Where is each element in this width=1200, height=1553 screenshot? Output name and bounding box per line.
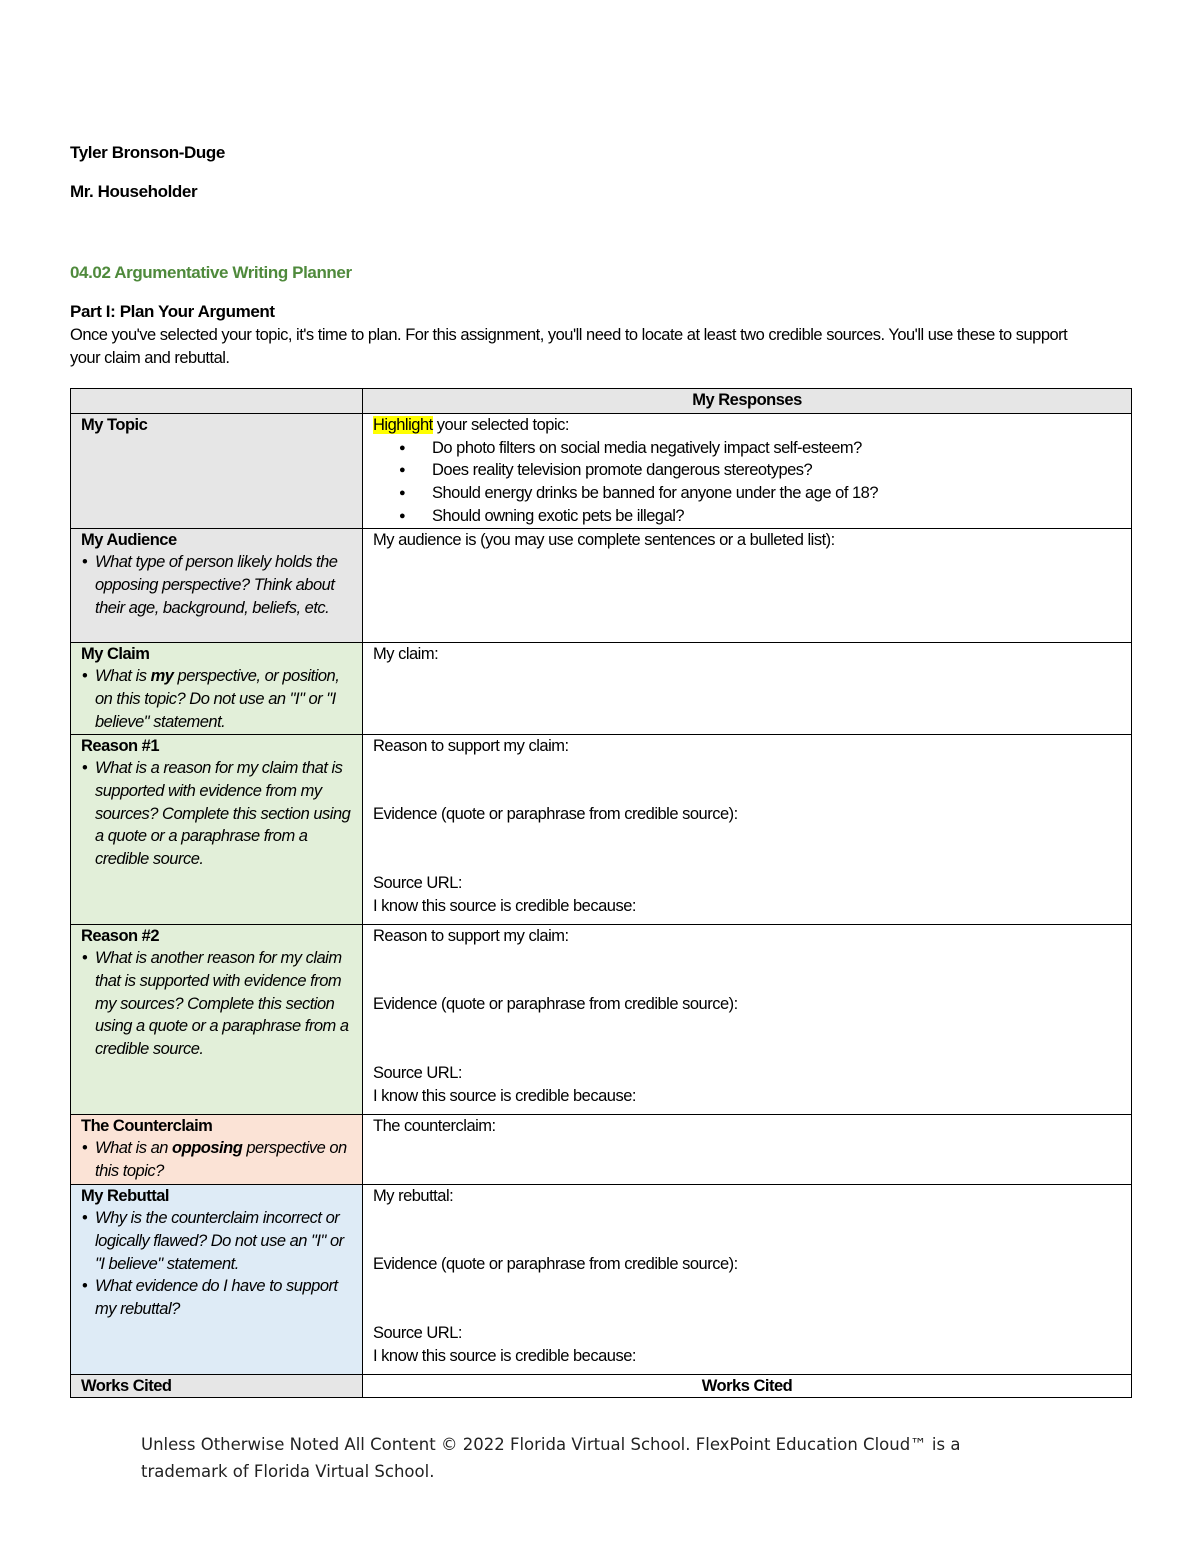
claim-response-cell[interactable]: [363, 642, 1132, 734]
rebuttal-prompt: • Why is the counterclaim incorrect or logically flawed? Do not use an "I" or "I believe" statement.: [95, 1207, 352, 1275]
reason2-label: Reason #2: [81, 926, 160, 945]
teacher-name: Mr. Householder: [70, 182, 198, 201]
responses-header: My Responses: [363, 389, 1132, 414]
claim-prompt-bold: my: [150, 667, 174, 686]
topic-instruction-rest: your selected topic:: [432, 416, 569, 434]
rebuttal-response-label: My rebuttal:: [373, 1186, 454, 1205]
reason1-source-url-label: Source URL:: [373, 873, 462, 892]
part-heading: Part I: Plan Your Argument: [70, 302, 275, 321]
reason2-prompts: [81, 947, 352, 1061]
audience-label: My Audience: [81, 530, 177, 549]
reason2-response-cell[interactable]: [363, 924, 1132, 1114]
rebuttal-evidence-label: Evidence (quote or paraphrase from credible source):: [373, 1255, 738, 1274]
rebuttal-prompt: • What evidence do I have to support my rebuttal?: [95, 1275, 352, 1320]
topic-label-cell: [71, 414, 363, 529]
topic-option[interactable]: ● Do photo filters on social media negatively impact self-esteem?: [432, 437, 1121, 460]
rebuttal-credible-label: I know this source is credible because:: [373, 1346, 636, 1365]
topic-row: [71, 414, 1132, 529]
claim-prompt-after: perspective, or position, on this topic? Do not use an "I" or "I believe" statement.: [95, 667, 340, 731]
works-cited-label: Works Cited: [81, 1376, 172, 1395]
topic-option[interactable]: ● Should owning exotic pets be illegal?: [432, 505, 1121, 528]
highlight-word: Highlight: [373, 416, 433, 434]
intro-paragraph: Once you've selected your topic, it's time to plan. For this assignment, you'll need to locate at least two credible sources. You'll use these to support your claim and rebuttal.: [70, 326, 1068, 367]
reason1-prompt: • What is a reason for my claim that is supported with evidence from my sources? Complete this section using a quote or a paraphrase from a credible source.: [95, 757, 352, 871]
reason2-label-cell: [71, 924, 363, 1114]
counterclaim-label-cell: [71, 1114, 363, 1184]
counterclaim-prompt: [95, 1137, 352, 1182]
counterclaim-label: The Counterclaim: [81, 1116, 213, 1135]
topic-label: My Topic: [81, 416, 148, 434]
counterclaim-prompt-bold: opposing: [172, 1139, 243, 1158]
topic-instruction: [373, 414, 1121, 437]
reason2-evidence-label: Evidence (quote or paraphrase from credible source):: [373, 995, 738, 1014]
counterclaim-prompt-before: What is an: [95, 1139, 173, 1158]
claim-prompt-before: What is: [95, 667, 151, 686]
audience-response-cell[interactable]: [363, 528, 1132, 642]
reason1-row: [71, 734, 1132, 924]
claim-response-label: My claim:: [373, 644, 439, 663]
audience-prompts: [81, 551, 352, 619]
audience-label-cell: [71, 528, 363, 642]
reason1-label: Reason #1: [81, 736, 160, 755]
claim-prompts: [81, 665, 352, 733]
claim-label: My Claim: [81, 644, 150, 663]
counterclaim-response-label: The counterclaim:: [373, 1116, 496, 1135]
planner-table: [70, 388, 1132, 1398]
rebuttal-response-cell[interactable]: [363, 1184, 1132, 1374]
reason1-credible-label: I know this source is credible because:: [373, 896, 636, 915]
reason2-reason-label: Reason to support my claim:: [373, 926, 569, 945]
counterclaim-response-cell[interactable]: [363, 1114, 1132, 1184]
reason1-label-cell: [71, 734, 363, 924]
topic-option[interactable]: ● Does reality television promote dangerous stereotypes?: [432, 459, 1121, 482]
audience-row: [71, 528, 1132, 642]
topic-option[interactable]: ● Should energy drinks be banned for anyone under the age of 18?: [432, 482, 1121, 505]
audience-response-label: My audience is (you may use complete sentences or a bulleted list):: [373, 530, 835, 549]
student-name: Tyler Bronson-Duge: [70, 143, 225, 162]
header-blank-cell: [71, 389, 363, 414]
claim-row: [71, 642, 1132, 734]
rebuttal-row: [71, 1184, 1132, 1374]
claim-label-cell: [71, 642, 363, 734]
reason2-prompt: • What is another reason for my claim that is supported with evidence from my sources? Complete this section using a quote or a paraphrase from a credible source.: [95, 947, 352, 1061]
reason2-row: [71, 924, 1132, 1114]
copyright-footer: Unless Otherwise Noted All Content © 2022 Florida Virtual School. FlexPoint Education Cloud™ is a trademark of Florida Virtual School.: [141, 1435, 961, 1481]
header-row: [71, 389, 1132, 414]
counterclaim-prompts: [81, 1137, 352, 1182]
rebuttal-prompts: [81, 1207, 352, 1321]
rebuttal-label: My Rebuttal: [81, 1186, 170, 1205]
rebuttal-label-cell: [71, 1184, 363, 1374]
works-cited-label-cell: [71, 1374, 363, 1398]
works-cited-response-cell[interactable]: Works Cited: [363, 1374, 1132, 1398]
audience-prompt: • What type of person likely holds the opposing perspective? Think about their age, background, beliefs, etc.: [95, 551, 352, 619]
reason1-evidence-label: Evidence (quote or paraphrase from credible source):: [373, 805, 738, 824]
reason1-response-cell[interactable]: [363, 734, 1132, 924]
rebuttal-source-url-label: Source URL:: [373, 1323, 462, 1342]
claim-prompt: [95, 665, 352, 733]
reason2-credible-label: I know this source is credible because:: [373, 1086, 636, 1105]
reason1-prompts: [81, 757, 352, 871]
works-cited-row: [71, 1374, 1132, 1398]
topic-options-list: [373, 437, 1121, 528]
counterclaim-prompt-after: perspective on this topic?: [95, 1139, 347, 1180]
topic-response-cell[interactable]: [363, 414, 1132, 529]
counterclaim-row: [71, 1114, 1132, 1184]
reason2-source-url-label: Source URL:: [373, 1063, 462, 1082]
document-title: 04.02 Argumentative Writing Planner: [70, 263, 352, 282]
reason1-reason-label: Reason to support my claim:: [373, 736, 569, 755]
